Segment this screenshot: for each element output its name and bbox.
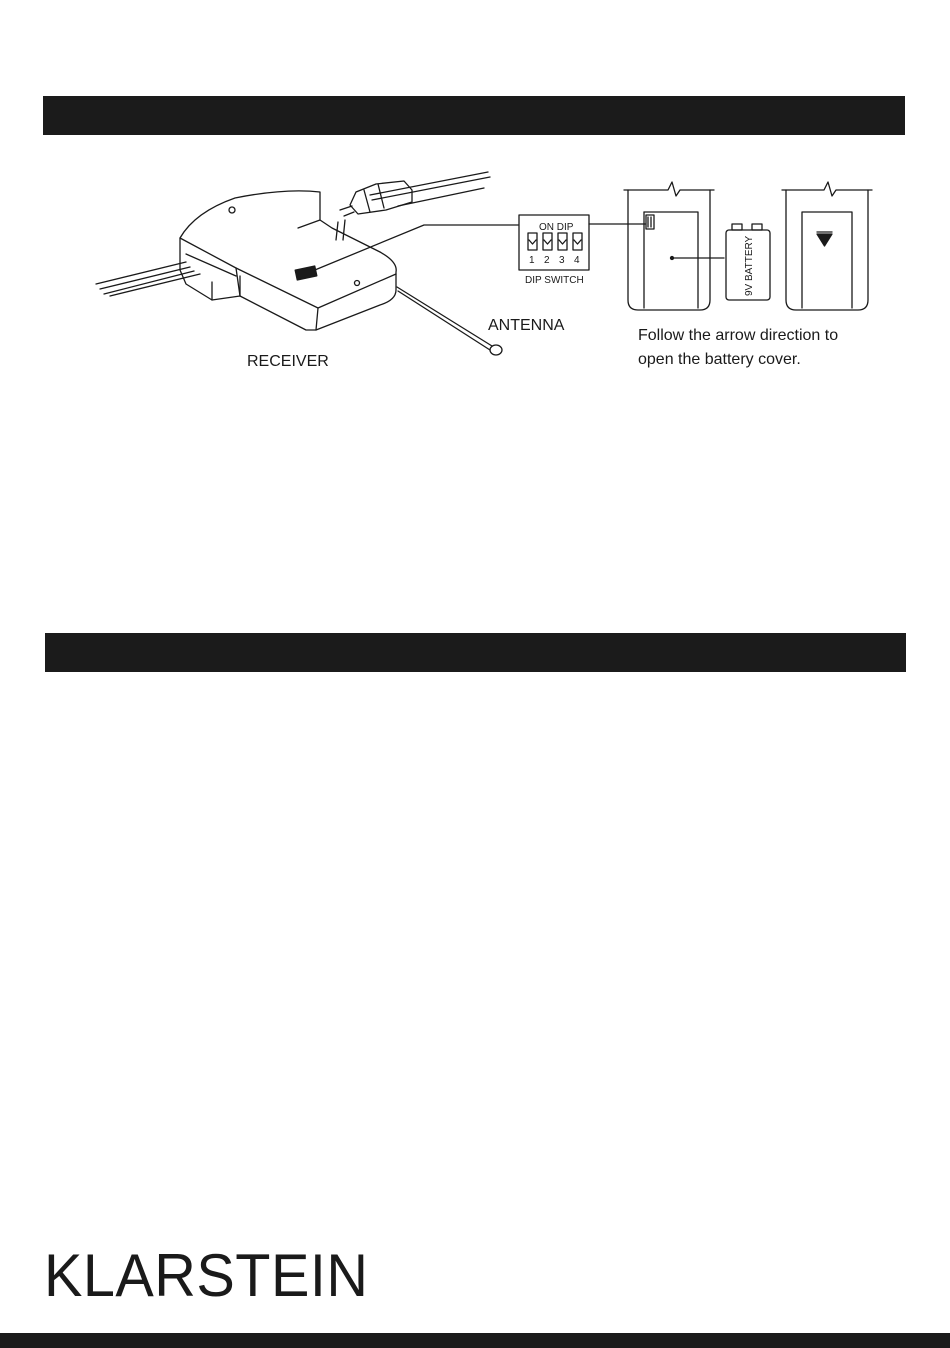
antenna [397, 287, 502, 355]
brand-logo: KLARSTEIN [44, 1242, 369, 1309]
receiver-label: RECEIVER [247, 353, 329, 370]
dip-number-3: 3 [559, 255, 565, 266]
dip-switch-label: DIP SWITCH [525, 275, 584, 286]
caption-line-1: Follow the arrow direction to [638, 327, 839, 344]
section-header-bar [43, 96, 905, 135]
remote-open-battery-compartment [624, 182, 724, 310]
dip-number-4: 4 [574, 255, 580, 266]
receiver-body [180, 191, 396, 330]
caption-line-2: open the battery cover. [638, 351, 801, 368]
battery-label: 9V BATTERY [744, 235, 755, 296]
remote-closed [782, 182, 872, 310]
receiver-and-remote-diagram [0, 150, 950, 390]
dip-number-2: 2 [544, 255, 550, 266]
arrow-down-icon [817, 234, 832, 246]
dip-number-1: 1 [529, 255, 535, 266]
antenna-label: ANTENNA [488, 317, 565, 334]
footer-bar [0, 1333, 950, 1348]
dip-top-label: ON DIP [539, 222, 574, 233]
section-header-bar [45, 633, 906, 672]
